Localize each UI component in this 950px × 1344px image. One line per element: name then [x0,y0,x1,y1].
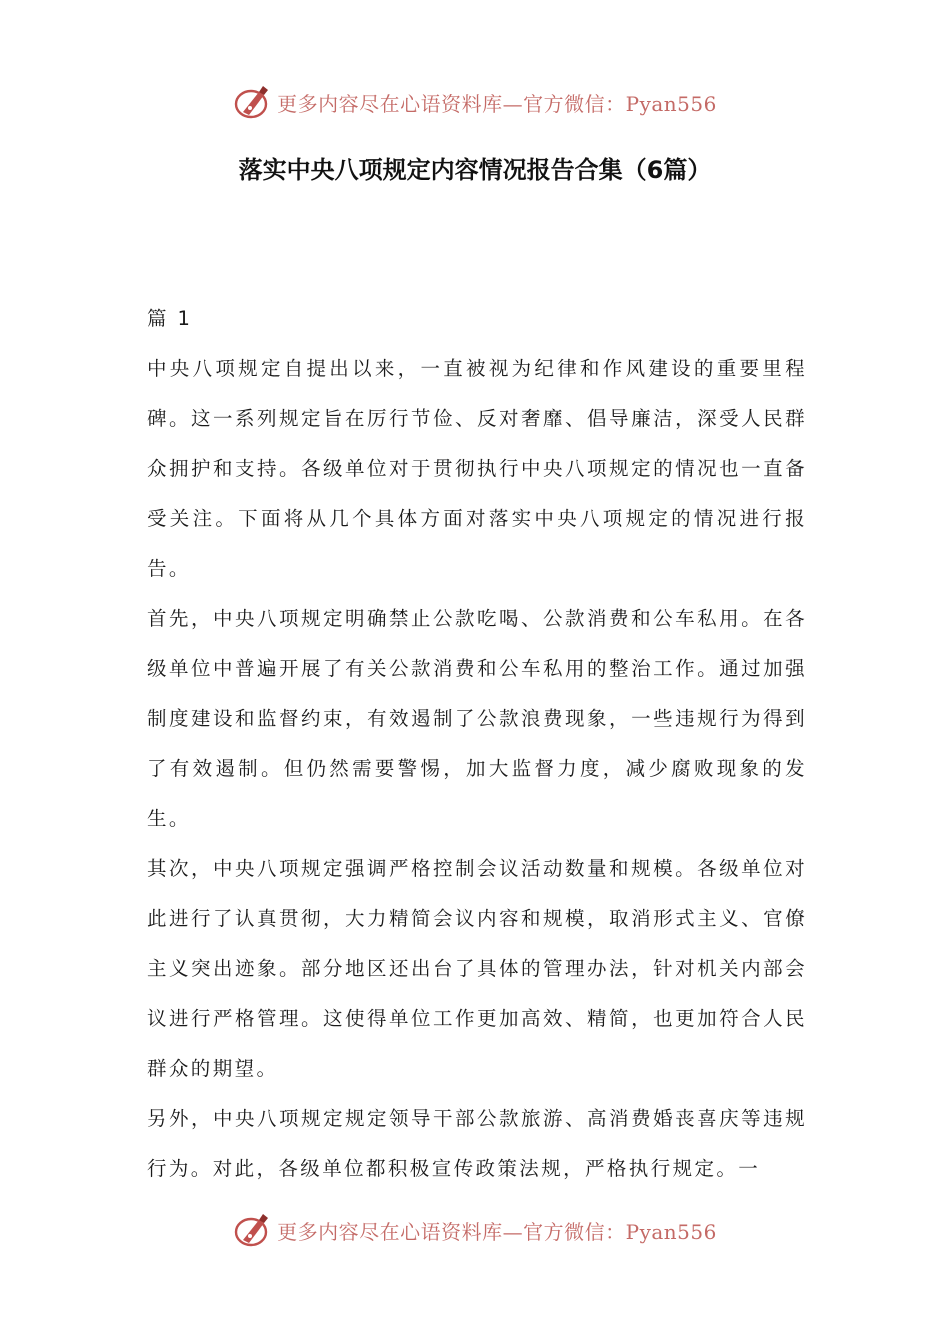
pen-nib-logo-icon [233,82,273,122]
footer-banner [0,1208,950,1252]
paragraph-1: 中央八项规定自提出以来，一直被视为纪律和作风建设的重要里程碑。这一系列规定旨在厉行节俭、反对奢靡、倡导廉洁，深受人民群众拥护和支持。各级单位对于贯彻执行中央八项规定的情况也一直备受关注。下面将从几个具体方面对落实中央八项规定的情况进行报告。 [147,357,807,580]
document-title: 落实中央八项规定内容情况报告合集（6篇） [238,156,712,184]
section-heading: 篇 1 [147,307,193,330]
paragraph-2: 首先，中央八项规定明确禁止公款吃喝、公款消费和公车私用。在各级单位中普遍开展了有关公款消费和公车私用的整治工作。通过加强制度建设和监督约束，有效遏制了公款浪费现象，一些违规行为得到了有效遏制。但仍然需要警惕，加大监督力度，减少腐败现象的发生。 [147,607,807,830]
header-banner-text: 更多内容尽在心语资料库—官方微信：Pyan556 [277,91,717,116]
pen-nib-logo-icon [233,1210,273,1250]
document-body [147,294,807,1194]
paragraph-3: 其次，中央八项规定强调严格控制会议活动数量和规模。各级单位对此进行了认真贯彻，大力精简会议内容和规模，取消形式主义、官僚主义突出迹象。部分地区还出台了具体的管理办法，针对机关内部会议进行严格管理。这使得单位工作更加高效、精简，也更加符合人民群众的期望。 [147,857,807,1080]
paragraph-4: 另外，中央八项规定规定领导干部公款旅游、高消费婚丧喜庆等违规行为。对此，各级单位都积极宣传政策法规，严格执行规定。一 [147,1107,807,1180]
header-banner [0,80,950,124]
footer-banner-text: 更多内容尽在心语资料库—官方微信：Pyan556 [277,1219,717,1244]
